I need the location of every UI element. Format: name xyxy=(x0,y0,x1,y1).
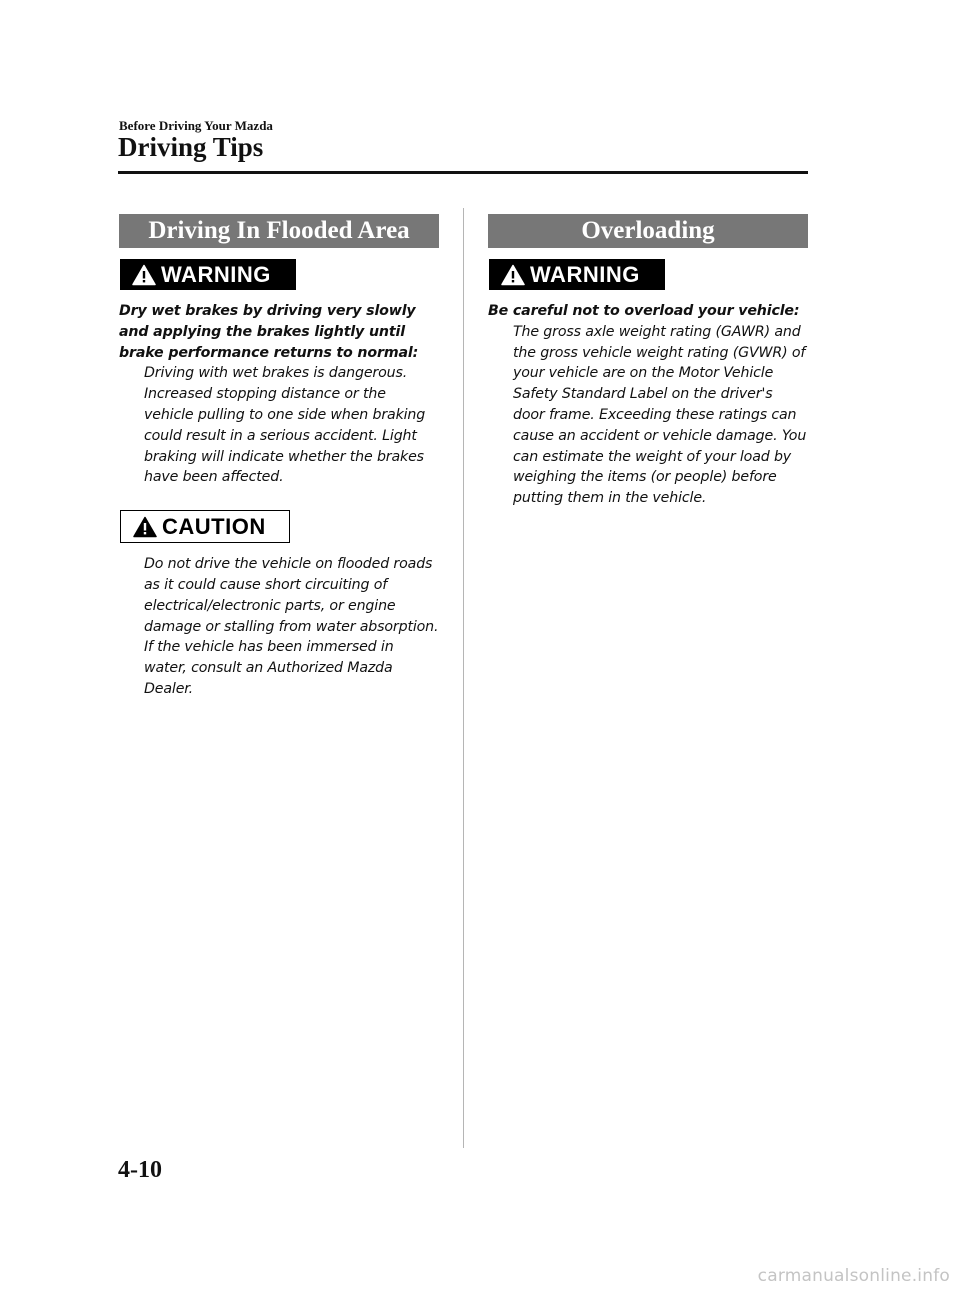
warning-label: WARNING xyxy=(161,261,271,287)
caution-label: CAUTION xyxy=(162,513,266,539)
caution-body-text: Do not drive the vehicle on flooded roads as it could cause short circuiting of electrical/electronic parts, or engine damage or stalling from water absorption. If the vehicle has been immersed in water, consult an Authorized Mazda Dealer. xyxy=(144,556,439,697)
section-band-overloading: Overloading xyxy=(488,214,808,248)
right-column xyxy=(488,214,808,509)
warning-box xyxy=(120,259,296,290)
caution-section xyxy=(119,510,439,700)
page-number: 4-10 xyxy=(118,1157,162,1183)
column-divider xyxy=(463,208,464,1148)
header-rule xyxy=(118,171,808,174)
watermark-text: carmanualsonline.info xyxy=(757,1266,950,1286)
caution-triangle-icon xyxy=(133,516,157,538)
warning-lead-text: Dry wet brakes by driving very slowly and applying the brakes lightly until brake performance returns to normal: xyxy=(119,303,419,361)
section-title: Driving Tips xyxy=(118,132,264,162)
section-band-flooded: Driving In Flooded Area xyxy=(119,214,439,248)
chapter-title: Before Driving Your Mazda xyxy=(119,118,273,133)
warning-box-overloading xyxy=(489,259,665,290)
overloading-body-text: The gross axle weight rating (GAWR) and the gross vehicle weight rating (GVWR) of your vehicle are on the Motor Vehicle Safety Standard Label on the driver's door frame. Exceeding these ratings can cause an accident or vehicle damage. You can estimate the weight of your load by weighing the items (or people) before putting them in the vehicle. xyxy=(513,323,807,507)
warning-triangle-icon xyxy=(501,264,525,286)
warning-label: WARNING xyxy=(530,261,640,287)
left-column xyxy=(119,214,439,700)
overloading-lead-text: Be careful not to overload your vehicle: xyxy=(488,303,800,319)
warning-body-text: Driving with wet brakes is dangerous. Increased stopping distance or the vehicle pulling to one side when braking could result in a serious accident. Light braking will indicate whether the brakes have been affected. xyxy=(144,365,426,486)
warning-triangle-icon xyxy=(132,264,156,286)
caution-box xyxy=(120,510,290,543)
